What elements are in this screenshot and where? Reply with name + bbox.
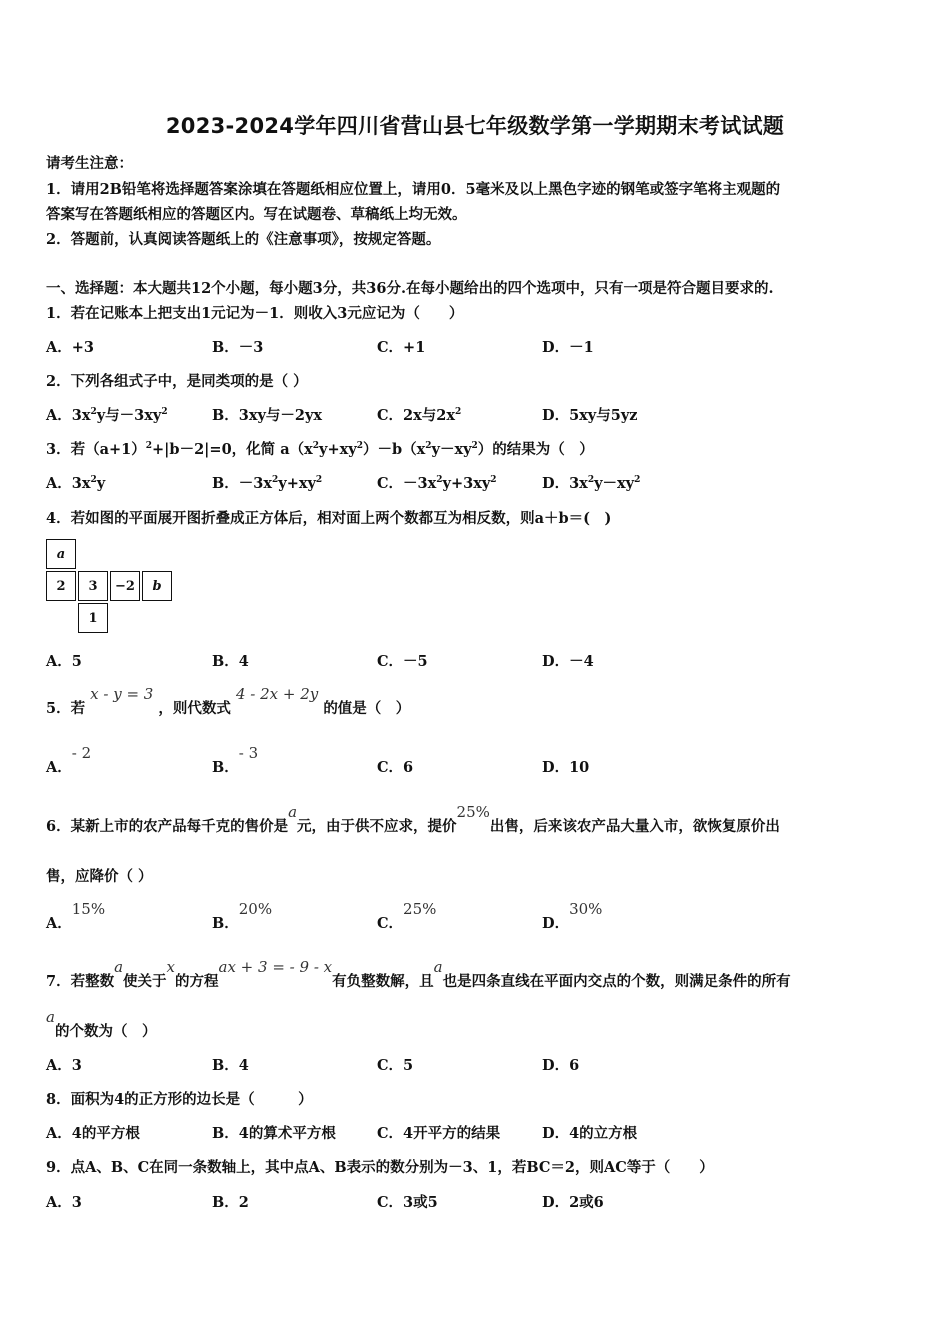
- q3-stem: 3．若$(a+1)^2+|b-2|=0$，化简 $a(x^2y+xy^2)-b(x^2y-xy^2)$的结果为（ ）: [46, 441, 594, 458]
- q4-option-b[interactable]: B．4: [212, 653, 249, 670]
- q7-stem-part3: 的方程: [175, 973, 219, 990]
- q5-option-d[interactable]: D．10: [542, 759, 590, 776]
- q7-line2-var: a: [46, 1008, 55, 1026]
- q9-option-b[interactable]: B．2: [212, 1194, 249, 1211]
- q3-d-part1: D．3x: [542, 475, 588, 492]
- q7-option-c[interactable]: C．5: [377, 1057, 414, 1074]
- q6-b-value: 20%: [238, 900, 273, 918]
- q1-stem: 1．若在记账本上把支出1元记为－1．则收入3元应记为（ ）: [46, 305, 464, 322]
- q6-b-label: B．: [212, 915, 239, 932]
- q7-var-a-2: a: [433, 958, 443, 976]
- q3-c-part2: y+3xy: [442, 475, 491, 492]
- q2-option-d[interactable]: D．5xy与5yz: [542, 407, 638, 424]
- q7-option-b[interactable]: B．4: [212, 1057, 249, 1074]
- q5-b-label: B．: [212, 759, 239, 776]
- q1-option-b[interactable]: B．－3: [212, 339, 264, 356]
- q3-option-d[interactable]: D．$3x^2y-xy^2$: [542, 475, 641, 492]
- q5-options: [46, 744, 926, 778]
- q6-stem-part2: 元，由于供不应求，提价: [297, 818, 457, 835]
- q5-stem-part3: 的值是（ ）: [323, 700, 411, 717]
- q8-option-b[interactable]: B．4的算术平方根: [212, 1125, 336, 1142]
- q4-option-c[interactable]: C．－5: [377, 653, 428, 670]
- notice-heading: 请考生注意：: [46, 155, 133, 172]
- q3-option-a[interactable]: A．$3x^2y$: [46, 475, 106, 492]
- q3-b-part2: y+xy: [278, 475, 316, 492]
- q6-stem-part3: 出售，后来该农产品大量入市，欲恢复原价出: [489, 818, 780, 835]
- q6-option-c[interactable]: [377, 900, 437, 933]
- q6-options: [46, 900, 926, 934]
- q2-a-part1: A．3x: [46, 407, 91, 424]
- q3-stem-part2: +|b－2|=0，化简 a（x: [152, 441, 313, 458]
- q8-stem: 8．面积为4的正方形的边长是（ ）: [46, 1091, 313, 1108]
- q6-option-b[interactable]: [212, 900, 273, 933]
- q6-var-a: a: [288, 803, 298, 821]
- q3-c-part1: C．－3x: [377, 475, 437, 492]
- q5-stem: [46, 685, 411, 718]
- q3-stem-part6: ）的结果为（ ）: [477, 441, 594, 458]
- q5-option-c[interactable]: C．6: [377, 759, 414, 776]
- q7-equation: ax + 3 = - 9 - x: [218, 958, 333, 976]
- q7-stem-line2: [46, 1008, 157, 1041]
- net-cell-1: 2: [46, 571, 76, 601]
- q7-option-d[interactable]: D．6: [542, 1057, 580, 1074]
- q7-options: [46, 1054, 926, 1076]
- q5-a-value: - 2: [71, 744, 92, 762]
- q3-a-part2: y: [96, 475, 106, 492]
- net-cell-4: b: [142, 571, 172, 601]
- q7-option-a[interactable]: A．3: [46, 1057, 82, 1074]
- q6-c-label: C．: [377, 915, 404, 932]
- q7-stem-part2: 使关于: [123, 973, 167, 990]
- q1-options: [46, 336, 926, 358]
- q9-option-c[interactable]: C．3或5: [377, 1194, 438, 1211]
- q3-option-b[interactable]: B．$-3x^2y+xy^2$: [212, 475, 323, 492]
- q4-stem: 4．若如图的平面展开图折叠成正方体后，相对面上两个数都互为相反数，则a＋b＝( ): [46, 510, 612, 527]
- q9-option-d[interactable]: D．2或6: [542, 1194, 604, 1211]
- q6-stem: [46, 803, 780, 836]
- q4-option-d[interactable]: D．－4: [542, 653, 594, 670]
- q6-percent: 25%: [456, 803, 490, 821]
- q3-options: [46, 472, 926, 494]
- q5-a-label: A．: [46, 759, 72, 776]
- q6-a-label: A．: [46, 915, 72, 932]
- net-cell-2: 3: [78, 571, 108, 601]
- q2-option-b[interactable]: B．3xy与－2yx: [212, 407, 323, 424]
- q6-option-d[interactable]: [542, 900, 603, 933]
- q4-options: [46, 650, 926, 672]
- q5-option-a[interactable]: [46, 744, 92, 777]
- q4-option-a[interactable]: A．5: [46, 653, 82, 670]
- q5-expr-1: x - y = 3: [90, 685, 154, 703]
- q2-option-a[interactable]: A．$3x^2y$与$-3xy^2$: [46, 407, 168, 424]
- q7-var-x: x: [166, 958, 176, 976]
- q3-b-part1: B．－3x: [212, 475, 272, 492]
- net-cell-bottom: 1: [78, 603, 108, 633]
- q5-expr-2: 4 - 2x + 2y: [235, 685, 319, 703]
- q7-stem: [46, 958, 791, 991]
- q8-option-d[interactable]: D．4的立方根: [542, 1125, 638, 1142]
- q2-c-part1: C．2x与2x: [377, 407, 456, 424]
- q3-a-part1: A．3x: [46, 475, 91, 492]
- q1-option-a[interactable]: A．+3: [46, 339, 94, 356]
- q9-stem: 9．点A、B、C在同一条数轴上，其中点A、B表示的数分别为－3、1，若BC＝2，则AC等于（ ）: [46, 1159, 714, 1176]
- q2-option-c[interactable]: C．2x与$2x^2$: [377, 407, 462, 424]
- q1-option-d[interactable]: D．－1: [542, 339, 594, 356]
- q1-option-c[interactable]: C．+1: [377, 339, 426, 356]
- notice-line-2: 答案写在答题纸相应的答题区内。写在试题卷、草稿纸上均无效。: [46, 206, 467, 223]
- q2-options: [46, 404, 926, 426]
- q3-stem-part3: y+xy: [319, 441, 357, 458]
- q9-options: [46, 1191, 926, 1213]
- q6-stem-part1: 6．某新上市的农产品每千克的售价是: [46, 818, 289, 835]
- page-title: 2023-2024学年四川省营山县七年级数学第一学期期末考试试题: [165, 114, 785, 138]
- q6-c-value: 25%: [403, 900, 437, 918]
- q6-option-a[interactable]: [46, 900, 106, 933]
- q7-stem-part4: 有负整数解，且: [332, 973, 434, 990]
- section-heading: 一、选择题：本大题共12个小题，每小题3分，共36分.在每小题给出的四个选项中，只有一项是符合题目要求的.: [46, 280, 774, 297]
- q6-stem-line2: 售，应降价（ ）: [46, 868, 153, 885]
- q5-option-b[interactable]: [212, 744, 259, 777]
- q3-d-part2: y－xy: [594, 475, 635, 492]
- q2-a-part2: y与－3xy: [96, 407, 162, 424]
- q3-stem-part5: y－xy: [431, 441, 472, 458]
- q5-stem-part2: ，则代数式: [158, 700, 231, 717]
- q8-options: [46, 1122, 926, 1144]
- q6-a-value: 15%: [71, 900, 106, 918]
- q5-stem-part1: 5．若: [46, 700, 86, 717]
- q7-line2-text: 的个数为（ ）: [54, 1023, 157, 1040]
- notice-line-3: 2．答题前，认真阅读答题纸上的《注意事项》，按规定答题。: [46, 231, 441, 248]
- q8-option-c[interactable]: C．4开平方的结果: [377, 1125, 501, 1142]
- q3-stem-part4: ）－b（x: [362, 441, 426, 458]
- notice-line-1: 1．请用2B铅笔将选择题答案涂填在答题纸相应位置上，请用0．5毫米及以上黑色字迹的钢笔或签字笔将主观题的: [46, 181, 781, 198]
- q7-stem-part1: 7．若整数: [46, 973, 115, 990]
- net-cell-top: a: [46, 539, 76, 569]
- q7-stem-part5: 也是四条直线在平面内交点的个数，则满足条件的所有: [442, 973, 791, 990]
- cube-net-figure: [46, 539, 178, 637]
- q9-option-a[interactable]: A．3: [46, 1194, 82, 1211]
- q5-b-value: - 3: [238, 744, 259, 762]
- q6-d-value: 30%: [569, 900, 603, 918]
- q8-option-a[interactable]: A．4的平方根: [46, 1125, 140, 1142]
- q3-option-c[interactable]: C．$-3x^2y+3xy^2$: [377, 475, 497, 492]
- net-cell-3: −2: [110, 571, 140, 601]
- q7-var-a: a: [114, 958, 124, 976]
- q2-stem: 2．下列各组式子中，是同类项的是（ ）: [46, 373, 308, 390]
- q3-stem-part1: 3．若（a+1）: [46, 441, 146, 458]
- q6-d-label: D．: [542, 915, 570, 932]
